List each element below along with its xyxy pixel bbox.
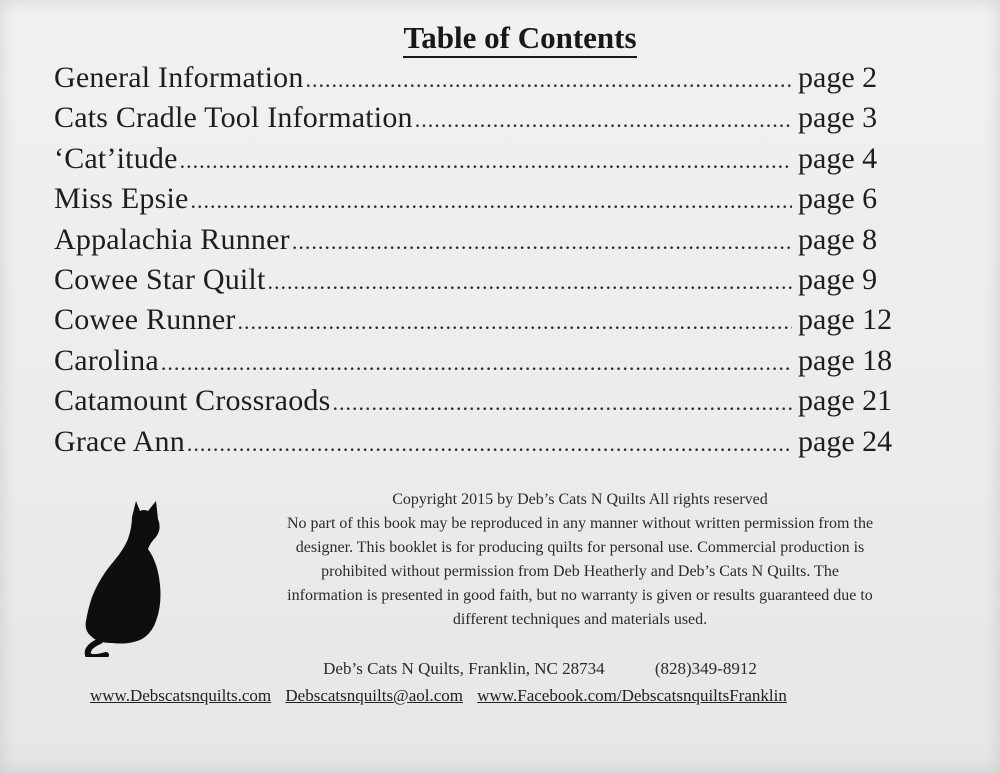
cat-silhouette-icon [78,497,173,657]
toc-entry-page: page 6 [798,182,878,216]
toc-dot-leader [268,262,792,302]
toc-entry [54,58,904,98]
legal-line: prohibited without permission from Deb Heatherly and Deb’s Cats N Quilts. The [321,563,839,580]
phone-number: (828)349-8912 [654,659,757,678]
toc-dot-leader [415,100,792,140]
toc-entry-title: General Information [54,61,304,94]
toc-dot-leader [180,141,792,181]
toc-dot-leader [332,383,792,423]
business-address: Deb’s Cats N Quilts, Franklin, NC 28734 [323,659,605,678]
legal-line: different techniques and materials used. [452,611,708,628]
page-title-text: Table of Contents [403,20,636,58]
toc-entry-page: page 18 [798,343,893,377]
table-of-contents [54,58,904,462]
toc-entry-title: Grace Ann [54,424,185,458]
contact-info [250,659,830,679]
toc-dot-leader [238,302,792,342]
toc-entry-title: Cats Cradle Tool Information [54,101,413,135]
toc-entry [54,300,904,340]
toc-entry-title: Catamount Crossraods [54,384,331,418]
legal-line: No part of this book may be reproduced in any manner without written permission from the [286,515,874,532]
toc-entry-page: page 24 [798,424,893,458]
page-title [0,20,1000,56]
contact-links [90,686,960,706]
toc-dot-leader [306,60,792,100]
toc-entry-title: ‘Cat’itude [54,141,178,175]
toc-entry-title: Appalachia Runner [54,222,290,256]
toc-entry-page: page 4 [798,141,878,175]
toc-entry-title: Miss Epsie [54,182,189,216]
toc-entry [54,341,904,381]
toc-dot-leader [292,222,792,262]
facebook-link[interactable]: www.Facebook.com/DebscatsnquiltsFranklin [477,686,787,705]
legal-line: information is presented in good faith, but no warranty is given or results guaranteed due to [287,587,873,604]
toc-entry-page: page 8 [798,222,878,256]
toc-entry [54,381,904,421]
toc-entry-page: page 9 [798,262,878,296]
copyright-line: Copyright 2015 by Deb’s Cats N Quilts All rights reserved [392,491,768,508]
toc-entry [54,139,904,179]
toc-dot-leader [187,424,792,464]
toc-entry-page: page 21 [798,384,893,418]
toc-dot-leader [191,181,792,221]
copyright-notice [180,488,980,632]
toc-entry [54,179,904,219]
toc-entry-title: Carolina [54,343,159,377]
toc-entry [54,422,904,462]
toc-entry [54,220,904,260]
toc-entry-page: page 12 [798,303,893,337]
email-link[interactable]: Debscatsnquilts@aol.com [285,686,464,705]
toc-entry-title: Cowee Star Quilt [54,262,266,296]
toc-entry-title: Cowee Runner [54,303,236,337]
toc-entry [54,260,904,300]
toc-entry-page: page 3 [798,101,878,135]
toc-dot-leader [161,343,792,383]
legal-line: designer. This booklet is for producing quilts for personal use. Commercial production is [295,539,865,556]
website-link[interactable]: www.Debscatsnquilts.com [90,686,272,705]
toc-entry [54,98,904,138]
toc-entry-page: page 2 [798,61,878,94]
